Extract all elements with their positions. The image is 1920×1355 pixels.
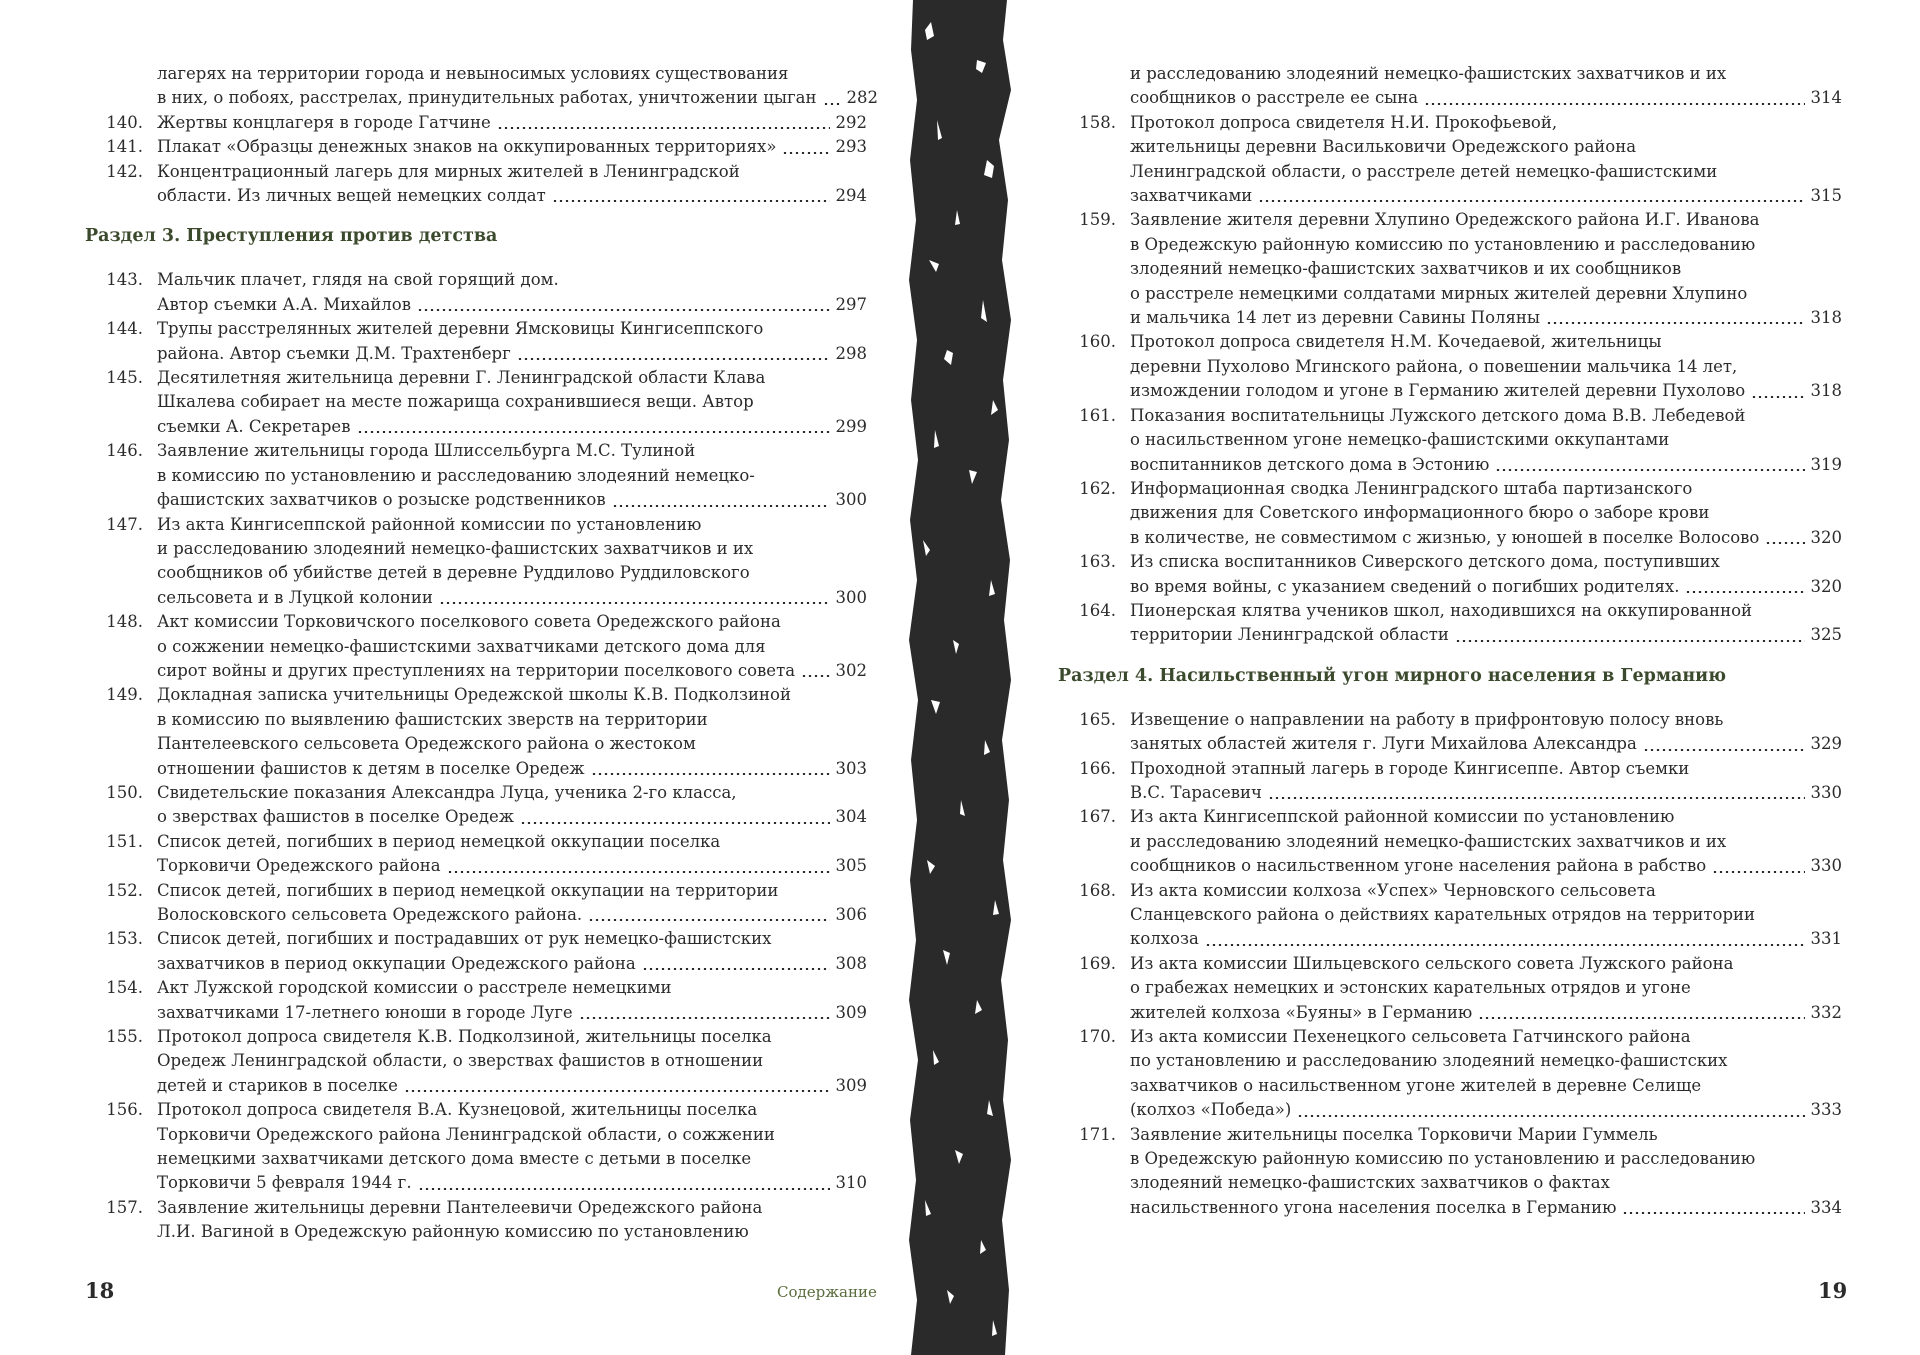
entry-number: 171. [1079,1124,1116,1144]
entry-text-line: о насильственном угоне немецко-фашистскими оккупантами [1130,430,1670,450]
section-title: Раздел 3. Преступления против детства [85,226,498,247]
entry-text-line: Список детей, погибших в период немецкой оккупации поселка [157,831,721,851]
entry-text-line: Протокол допроса свидетеля Н.И. Прокофьевой, [1130,112,1558,132]
entry-page-number: 310 [835,1173,867,1193]
entry-text-line: Показания воспитательницы Лужского детского дома В.В. Лебедевой [1130,405,1746,425]
toc-list-after [85,268,867,1244]
dot-leader [1751,396,1804,398]
dot-leader [1424,103,1804,105]
entry-text-line: территории Ленинградской области [1130,625,1449,645]
entry-text-line: захватчиков о насильственном угоне жителей в деревне Селище [1130,1075,1702,1095]
entry-text-line: Заявление жителя деревни Хлупино Оредежского района И.Г. Иванова [1130,210,1760,230]
entry-page-number: 306 [835,905,867,924]
entry-number: 156. [106,1100,143,1120]
entry-number: 152. [106,880,143,900]
entry-text-line: Оредеж Ленинградской области, о зверствах фашистов в отношении [157,1051,764,1071]
toc-entry[interactable] [85,1196,867,1245]
toc-list-before [85,62,879,208]
toc-entry[interactable] [85,683,867,781]
toc-entry[interactable] [1058,599,1842,648]
dot-leader [612,505,830,507]
entry-page-number: 320 [1810,527,1842,547]
entry-text-line: в Оредежскую районную комиссию по установлению и расследованию [1130,1149,1756,1169]
entry-number: 149. [106,685,143,705]
entry-number: 165. [1079,709,1116,729]
entry-page-number: 314 [1810,88,1842,108]
left-page [85,62,879,1245]
entry-number: 150. [106,782,143,802]
entry-text-line: жителей колхоза «Буяны» в Германию [1130,1002,1473,1022]
entry-page-number: 332 [1810,1002,1842,1022]
entry-text-line: о грабежах немецких и эстонских карательных отрядов и угоне [1130,978,1691,998]
dot-leader [1685,591,1804,593]
dot-leader [782,152,829,154]
toc-entry[interactable] [1058,477,1842,550]
entry-number: 167. [1079,807,1116,827]
entry-text-line: измождении голодом и угоне в Германию жителей деревни Пухолово [1130,381,1746,401]
entry-page-number: 334 [1810,1197,1842,1217]
entry-text-line: Десятилетняя жительница деревни Г. Ленинградской области Клава [157,368,766,388]
entry-text-line: Протокол допроса свидетеля Н.М. Кочедаевой, жительницы [1130,332,1662,352]
dot-leader [591,773,830,775]
dot-leader [439,602,830,604]
entry-page-number: 329 [1810,734,1842,754]
entry-text-line: сельсовета и в Луцкой колонии [157,587,433,607]
entry-text-line: колхоза [1130,929,1199,949]
entry-text-line: захватчиками 17-летнего юноши в городе Луге [157,1002,573,1022]
entry-text-line: Сланцевского района о действиях карательных отрядов на территории [1130,905,1756,924]
dot-leader [447,871,830,873]
entry-text-line: Из списка воспитанников Сиверского детского дома, поступивших [1130,552,1720,572]
entry-page-number: 300 [835,490,867,510]
entry-text-line: отношении фашистов к детям в поселке Оредеж [157,758,585,778]
entry-page-number: 309 [835,1002,867,1022]
entry-page-number: 315 [1810,186,1842,206]
entry-number: 158. [1079,112,1116,132]
entry-text-line: захватчиков в период оккупации Оредежского района [157,953,636,973]
entry-text-line: злодеяний немецко-фашистских захватчиков и их сообщников [1130,259,1682,279]
entry-text-line: Из акта Кингисеппской районной комиссии по установлению [1130,807,1675,827]
entry-text-line: в комиссию по установлению и расследованию злодеяний немецко- [157,465,755,485]
entry-number: 161. [1079,405,1116,425]
entry-text-line: Трупы расстрелянных жителей деревни Ямсковицы Кингисеппского [157,319,764,339]
entry-text-line: и расследованию злодеяний немецко-фашистских захватчиков и их [1130,64,1727,83]
toc-entry[interactable] [1058,330,1842,403]
toc-entry[interactable] [1058,208,1842,330]
entry-text-line: Л.И. Вагиной в Оредежскую районную комиссию по установлению [157,1222,749,1242]
entry-text-line: Свидетельские показания Александра Луца, ученика 2-го класса, [157,782,737,802]
entry-text-line: съемки А. Секретарев [157,416,351,436]
toc-entry[interactable] [1058,111,1842,209]
dot-leader [588,919,829,921]
dot-leader [823,103,841,105]
dot-leader [1546,322,1804,324]
toc-entry[interactable] [1058,805,1842,878]
entry-text-line: Плакат «Образцы денежных знаков на оккупированных территориях» [157,137,777,157]
entry-text-line: Информационная сводка Ленинградского штаба партизанского [1130,478,1693,498]
dot-leader [1478,1017,1804,1019]
entry-text-line: Жертвы концлагеря в городе Гатчине [157,112,491,132]
entry-number: 154. [106,978,143,998]
entry-text-line: Заявление жительницы города Шлиссельбурга М.С. Тулиной [157,441,696,461]
entry-number: 143. [106,270,143,290]
entry-text-line: воспитанников детского дома в Эстонию [1130,454,1490,474]
entry-number: 159. [1079,210,1116,230]
entry-text-line: района. Автор съемки Д.М. Трахтенберг [157,343,511,363]
entry-page-number: 298 [835,343,867,363]
entry-page-number: 319 [1810,454,1842,474]
entry-text-line: Список детей, погибших и пострадавших от рук немецко-фашистских [157,929,772,949]
spine-texture [907,0,1013,1355]
toc-list-after [1058,708,1842,1221]
entry-text-line: детей и стариков в поселке [157,1075,398,1095]
entry-text-line: и расследованию злодеяний немецко-фашистских захватчиков и их [1130,831,1727,851]
toc-entry[interactable] [1058,404,1842,477]
entry-text-line: Из акта комиссии колхоза «Успех» Черновского сельсовета [1130,880,1656,900]
entry-page-number: 318 [1810,308,1842,328]
right-page [1058,62,1842,1220]
toc-entry[interactable] [1058,1123,1842,1221]
toc-entry[interactable] [85,317,867,366]
entry-page-number: 302 [835,660,867,680]
entry-text-line: жительницы деревни Васильковичи Оредежского района [1130,137,1637,157]
entry-text-line: в Оредежскую районную комиссию по установлению и расследованию [1130,234,1756,254]
toc-entry[interactable] [85,610,867,683]
entry-text-line: немецкими захватчиками детского дома вместе с детьми в поселке [157,1149,752,1169]
section-title: Раздел 4. Насильственный угон мирного населения в Германию [1058,665,1727,686]
entry-page-number: 303 [835,758,867,778]
entry-text-line: лагерях на территории города и невыносимых условиях существования [157,64,789,83]
page-number-right: 19 [1818,1278,1848,1303]
dot-leader [517,358,830,360]
entry-text-line: в них, о побоях, расстрелах, принудительных работах, уничтожении цыган [157,88,817,108]
entry-text-line: Протокол допроса свидетеля В.А. Кузнецовой, жительницы поселка [157,1100,758,1120]
entry-text-line: Автор съемки А.А. Михайлов [157,294,412,314]
dot-leader [1258,200,1804,202]
entry-page-number: 333 [1810,1100,1842,1120]
entry-text-line: (колхоз «Победа») [1130,1100,1292,1120]
toc-entry[interactable] [1058,879,1842,952]
entry-number: 168. [1079,880,1116,900]
entry-text-line: злодеяний немецко-фашистских захватчиков о фактах [1130,1173,1610,1193]
toc-entry[interactable] [85,1098,867,1196]
entry-page-number: 300 [835,587,867,607]
entry-text-line: Пионерская клятва учеников школ, находившихся на оккупированной [1130,600,1753,620]
entry-number: 164. [1079,600,1116,620]
toc-entry[interactable] [85,366,867,439]
entry-number: 144. [106,319,143,339]
entry-page-number: 331 [1810,929,1842,949]
entry-text-line: Акт Лужской городской комиссии о расстреле немецкими [157,978,672,998]
toc-entry[interactable] [85,976,867,1025]
dot-leader [404,1090,830,1092]
entry-text-line: сообщников об убийстве детей в деревне Руддилово Руддиловского [157,563,750,583]
dot-leader [497,127,830,129]
entry-text-line: и расследованию злодеяний немецко-фашистских захватчиков и их [157,538,754,558]
toc-entry[interactable] [85,111,867,135]
entry-text-line: движения для Советского информационного бюро о заборе крови [1130,503,1710,523]
running-title: Содержание [777,1283,877,1301]
entry-text-line: Пантелеевского сельсовета Оредежского района о жестоком [157,734,696,754]
entry-text-line: Торковичи Оредежского района [157,856,441,876]
entry-number: 166. [1079,758,1116,778]
entry-number: 157. [106,1197,143,1217]
entry-page-number: 325 [1810,625,1842,645]
dot-leader [1297,1115,1804,1117]
toc-entry[interactable] [85,135,867,159]
entry-text-line: фашистских захватчиков о розыске родственников [157,490,606,510]
entry-number: 169. [1079,953,1116,973]
entry-text-line: по установлению и расследованию злодеяний немецко-фашистских [1130,1051,1728,1071]
entry-page-number: 330 [1810,782,1842,802]
dot-leader [417,309,829,311]
toc-entry[interactable] [85,62,879,111]
page-number-left: 18 [85,1278,115,1303]
entry-number: 155. [106,1027,143,1047]
dot-leader [579,1017,830,1019]
entry-number: 160. [1079,332,1116,352]
toc-entry[interactable] [85,879,867,928]
dot-leader [520,822,830,824]
dot-leader [357,431,830,433]
dot-leader [1712,871,1804,873]
entry-number: 147. [106,514,143,534]
entry-number: 145. [106,368,143,388]
entry-number: 153. [106,929,143,949]
entry-page-number: 320 [1810,576,1842,596]
entry-page-number: 294 [835,186,867,206]
entry-text-line: Ленинградской области, о расстреле детей немецко-фашистскими [1130,161,1718,181]
entry-text-line: насильственного угона населения поселка в Германию [1130,1197,1617,1217]
entry-text-line: и мальчика 14 лет из деревни Савины Поляны [1130,308,1541,328]
toc-list-before [1058,62,1842,648]
toc-entry[interactable] [85,513,867,611]
entry-text-line: в комиссию по выявлению фашистских зверств на территории [157,709,708,729]
entry-text-line: о расстреле немецкими солдатами мирных жителей деревни Хлупино [1130,283,1748,303]
entry-text-line: Акт комиссии Торковичского поселкового совета Оредежского района [157,612,781,632]
entry-text-line: Шкалева собирает на месте пожарища сохранившиеся вещи. Автор [157,392,754,412]
entry-text-line: деревни Пухолово Мгинского района, о повешении мальчика 14 лет, [1130,356,1738,376]
entry-number: 162. [1079,478,1116,498]
entry-page-number: 305 [835,856,867,876]
entry-text-line: во время войны, с указанием сведений о погибших родителях. [1130,576,1680,596]
entry-number: 163. [1079,552,1116,572]
dot-leader [801,675,829,677]
toc-entry[interactable] [85,781,867,830]
entry-text-line: В.С. Тарасевич [1130,782,1262,802]
entry-text-line: Из акта комиссии Пехенецкого сельсовета Гатчинского района [1130,1027,1691,1047]
toc-entry[interactable] [85,268,867,317]
toc-entry[interactable] [1058,757,1842,806]
entry-number: 146. [106,441,143,461]
entry-page-number: 330 [1810,856,1842,876]
entry-page-number: 292 [835,112,867,132]
toc-entry[interactable] [85,927,867,976]
entry-text-line: Из акта Кингисеппской районной комиссии по установлению [157,514,702,534]
entry-page-number: 299 [835,416,867,436]
dot-leader [1455,640,1805,642]
entry-number: 141. [106,137,143,157]
dot-leader [1495,469,1804,471]
dot-leader [1765,542,1804,544]
entry-page-number: 304 [835,807,867,827]
entry-text-line: Докладная записка учительницы Оредежской школы К.В. Подколзиной [157,685,791,705]
toc-entry[interactable] [1058,708,1842,757]
toc-entry[interactable] [85,439,867,512]
entry-text-line: Торковичи Оредежского района Ленинградской области, о сожжении [157,1124,775,1144]
dot-leader [418,1188,830,1190]
entry-page-number: 309 [835,1075,867,1095]
entry-text-line: Протокол допроса свидетеля К.В. Подколзиной, жительницы поселка [157,1027,772,1047]
toc-entry[interactable] [85,1025,867,1098]
entry-text-line: сирот войны и других преступлениях на территории поселкового совета [157,660,796,680]
entry-number: 142. [106,161,143,181]
entry-number: 151. [106,831,143,851]
dot-leader [1268,797,1805,799]
entry-text-line: Проходной этапный лагерь в городе Кингисеппе. Автор съемки [1130,758,1690,778]
entry-number: 148. [106,612,143,632]
toc-entry[interactable] [85,160,867,209]
entry-page-number: 318 [1810,381,1842,401]
toc-entry[interactable] [1058,62,1842,111]
entry-text-line: Список детей, погибших в период немецкой оккупации на территории [157,880,779,900]
entry-page-number: 297 [835,294,867,314]
entry-text-line: области. Из личных вещей немецких солдат [157,186,546,206]
dot-leader [1643,749,1805,751]
entry-page-number: 293 [835,137,867,157]
entry-text-line: Торковичи 5 февраля 1944 г. [157,1173,412,1193]
dot-leader [1622,1212,1804,1214]
toc-entry[interactable] [1058,550,1842,599]
entry-text-line: сообщников о расстреле ее сына [1130,88,1419,108]
entry-text-line: Из акта комиссии Шильцевского сельского совета Лужского района [1130,953,1734,973]
entry-page-number: 308 [835,953,867,973]
entry-text-line: о сожжении немецко-фашистскими захватчиками детского дома для [157,636,766,656]
entry-page-number: 282 [846,88,879,108]
dot-leader [642,968,830,970]
entry-text-line: Концентрационный лагерь для мирных жителей в Ленинградской [157,161,740,181]
dot-leader [1205,944,1805,946]
entry-number: 140. [106,112,143,132]
toc-entry[interactable] [85,830,867,879]
dot-leader [552,200,830,202]
toc-entry[interactable] [1058,952,1842,1025]
entry-text-line: о зверствах фашистов в поселке Оредеж [157,807,514,827]
entry-text-line: сообщников о насильственном угоне населения района в рабство [1130,856,1707,876]
entry-text-line: в количестве, не совместимом с жизнью, у юношей в поселке Волосово [1130,527,1760,547]
entry-text-line: Мальчик плачет, глядя на свой горящий дом. [157,270,559,290]
entry-text-line: Волосковского сельсовета Оредежского района. [157,905,583,924]
entry-text-line: Извещение о направлении на работу в прифронтовую полосу вновь [1130,709,1724,729]
entry-text-line: Заявление жительницы деревни Пантелеевичи Оредежского района [157,1197,763,1217]
entry-number: 170. [1079,1027,1116,1047]
entry-text-line: занятых областей жителя г. Луги Михайлова Александра [1130,734,1637,754]
entry-text-line: захватчиками [1130,186,1253,206]
entry-text-line: Заявление жительницы поселка Торковичи Марии Гуммель [1130,1124,1658,1144]
toc-entry[interactable] [1058,1025,1842,1123]
